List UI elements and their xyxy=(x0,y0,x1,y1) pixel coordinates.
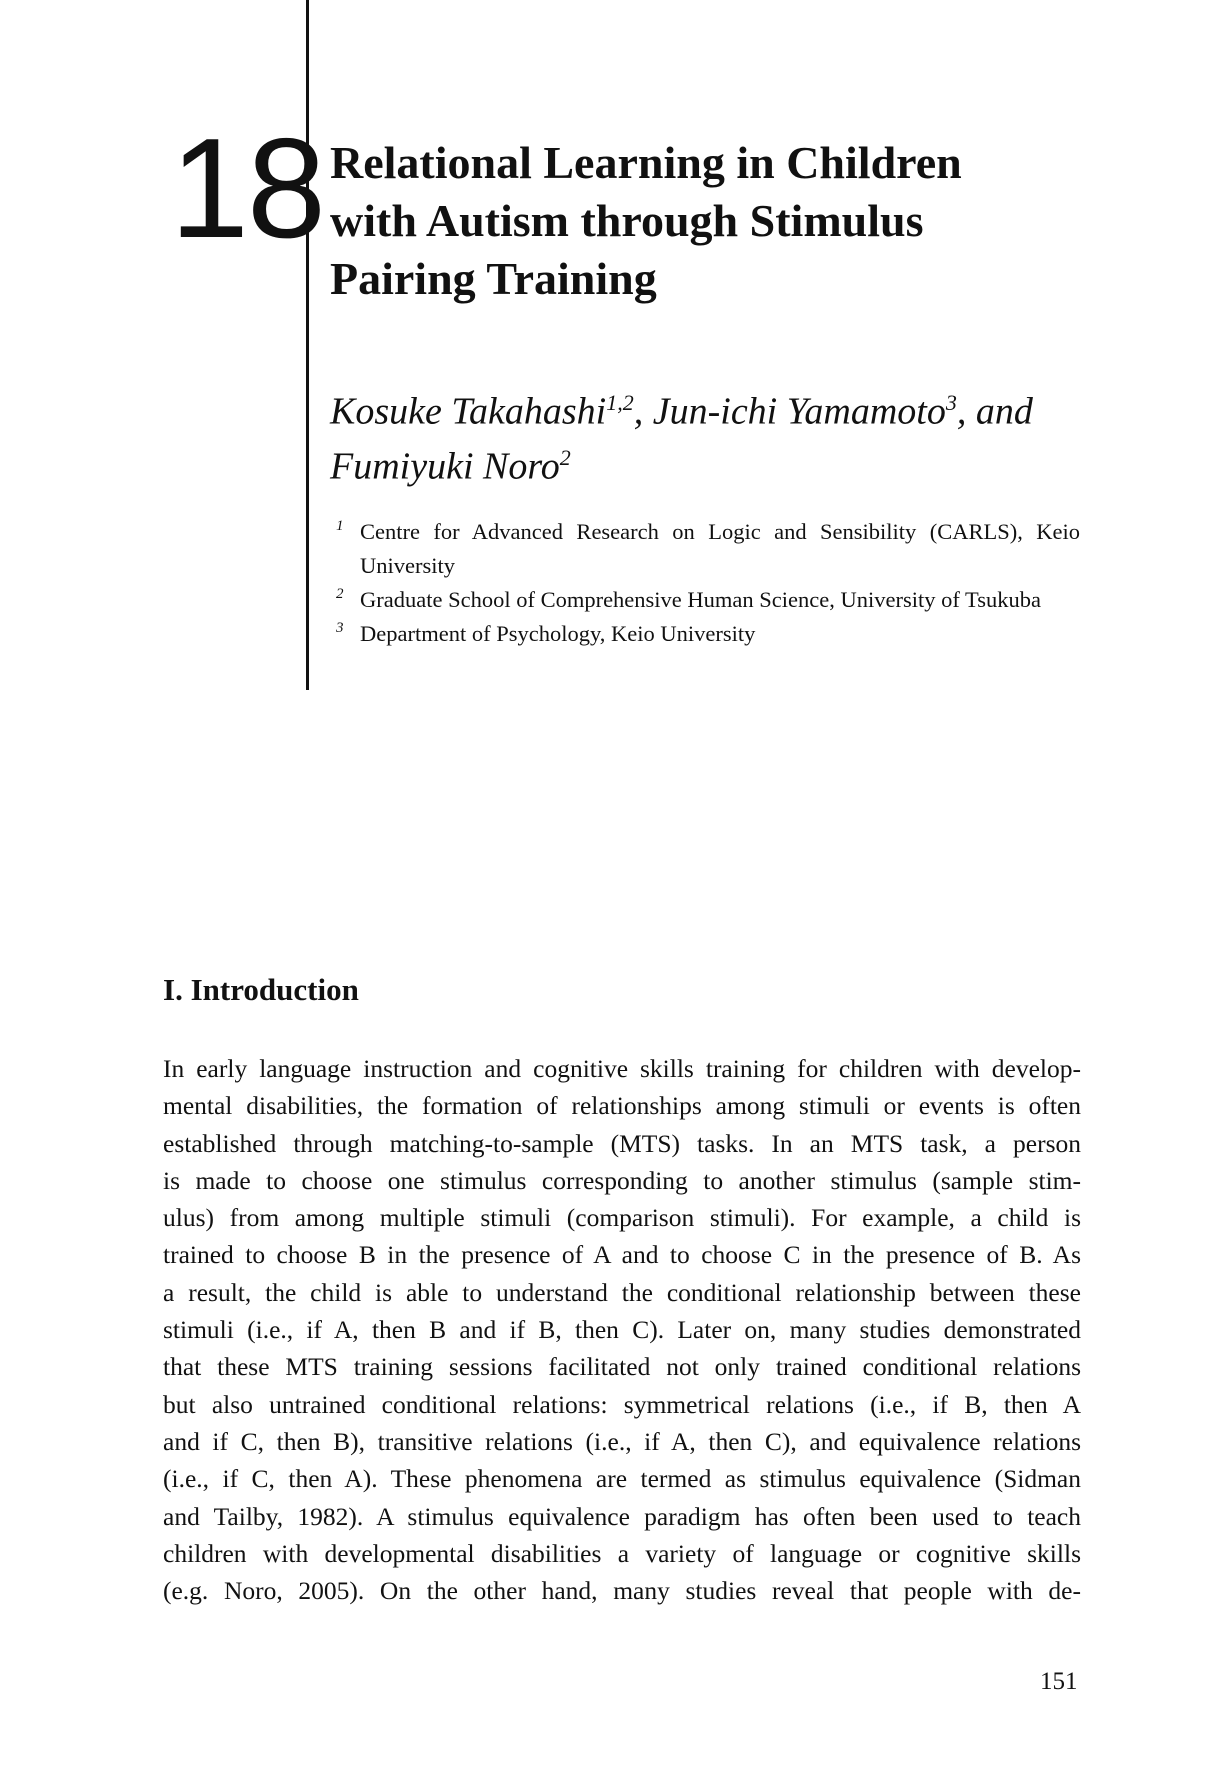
body-line: is made to choose one stimulus corresponding to another stimulus (sample stim- xyxy=(163,1165,1081,1195)
body-line: and Tailby, 1982). A stimulus equivalence paradigm has often been used to teach xyxy=(163,1501,1081,1531)
affiliation-number: 3 xyxy=(336,620,344,636)
author-name: Jun-ichi Yamamoto xyxy=(652,390,946,433)
body-line: (e.g. Noro, 2005). On the other hand, many studies reveal that people with de- xyxy=(163,1576,1081,1606)
body-line: (i.e., if C, then A). These phenomena are termed as stimulus equivalence (Sidman xyxy=(163,1464,1081,1494)
body-line: established through matching-to-sample (MTS) tasks. In an MTS task, a person xyxy=(163,1128,1081,1158)
author-affil-marker: 3 xyxy=(945,390,957,415)
chapter-vertical-rule xyxy=(306,0,309,690)
author-name: Fumiyuki Noro xyxy=(330,445,560,488)
body-line: a result, the child is able to understand the conditional relationship between these xyxy=(163,1277,1081,1307)
chapter-title-line: with Autism through Stimulus xyxy=(330,195,924,246)
author-list xyxy=(330,380,1090,489)
author-line xyxy=(330,435,1090,490)
author-affil-marker: 2 xyxy=(559,444,571,470)
affiliation-item xyxy=(330,617,1080,651)
body-line: ulus) from among multiple stimuli (comparison stimuli). For example, a child is xyxy=(163,1203,1081,1233)
affiliation-item xyxy=(330,583,1080,617)
body-line: children with developmental disabilities a variety of language or cognitive skills xyxy=(163,1538,1081,1568)
author-name: Kosuke Takahashi xyxy=(330,390,607,433)
body-line: stimuli (i.e., if A, then B and if B, then C). Later on, many studies demonstrated xyxy=(163,1315,1081,1345)
chapter-number: 18 xyxy=(170,109,324,268)
body-line: but also untrained conditional relations: symmetrical relations (i.e., if B, then A xyxy=(163,1389,1081,1419)
affiliation-number: 1 xyxy=(336,518,344,534)
author-separator: , and xyxy=(956,390,1033,433)
body-line: that these MTS training sessions facilitated not only trained conditional relations xyxy=(163,1352,1081,1382)
author-line xyxy=(330,380,1090,435)
author-separator: , xyxy=(633,390,653,433)
author-affil-marker: 1,2 xyxy=(606,390,634,415)
section-heading: I. Introduction xyxy=(163,972,359,1007)
affiliation-text: Department of Psychology, Keio University xyxy=(360,621,756,646)
affiliation-list xyxy=(330,515,1080,651)
body-line: and if C, then B), transitive relations (i.e., if A, then C), and equivalence relations xyxy=(163,1426,1081,1456)
body-line: trained to choose B in the presence of A and to choose C in the presence of B. As xyxy=(163,1240,1081,1270)
affiliation-text: Centre for Advanced Research on Logic and Sensibility (CARLS), Keio University xyxy=(360,519,1080,578)
affiliation-number: 2 xyxy=(336,586,344,602)
chapter-title-line: Pairing Training xyxy=(330,253,657,304)
chapter-title xyxy=(330,134,1090,308)
body-line: In early language instruction and cognitive skills training for children with develop- xyxy=(163,1054,1081,1083)
body-line: mental disabilities, the formation of relationships among stimuli or events is often xyxy=(163,1091,1081,1121)
body-paragraph xyxy=(163,1050,1081,1609)
chapter-title-line: Relational Learning in Children xyxy=(330,137,962,188)
affiliation-text: Graduate School of Comprehensive Human Science, University of Tsukuba xyxy=(360,587,1041,612)
page-number: 151 xyxy=(1040,1668,1078,1695)
affiliation-item xyxy=(330,515,1080,583)
